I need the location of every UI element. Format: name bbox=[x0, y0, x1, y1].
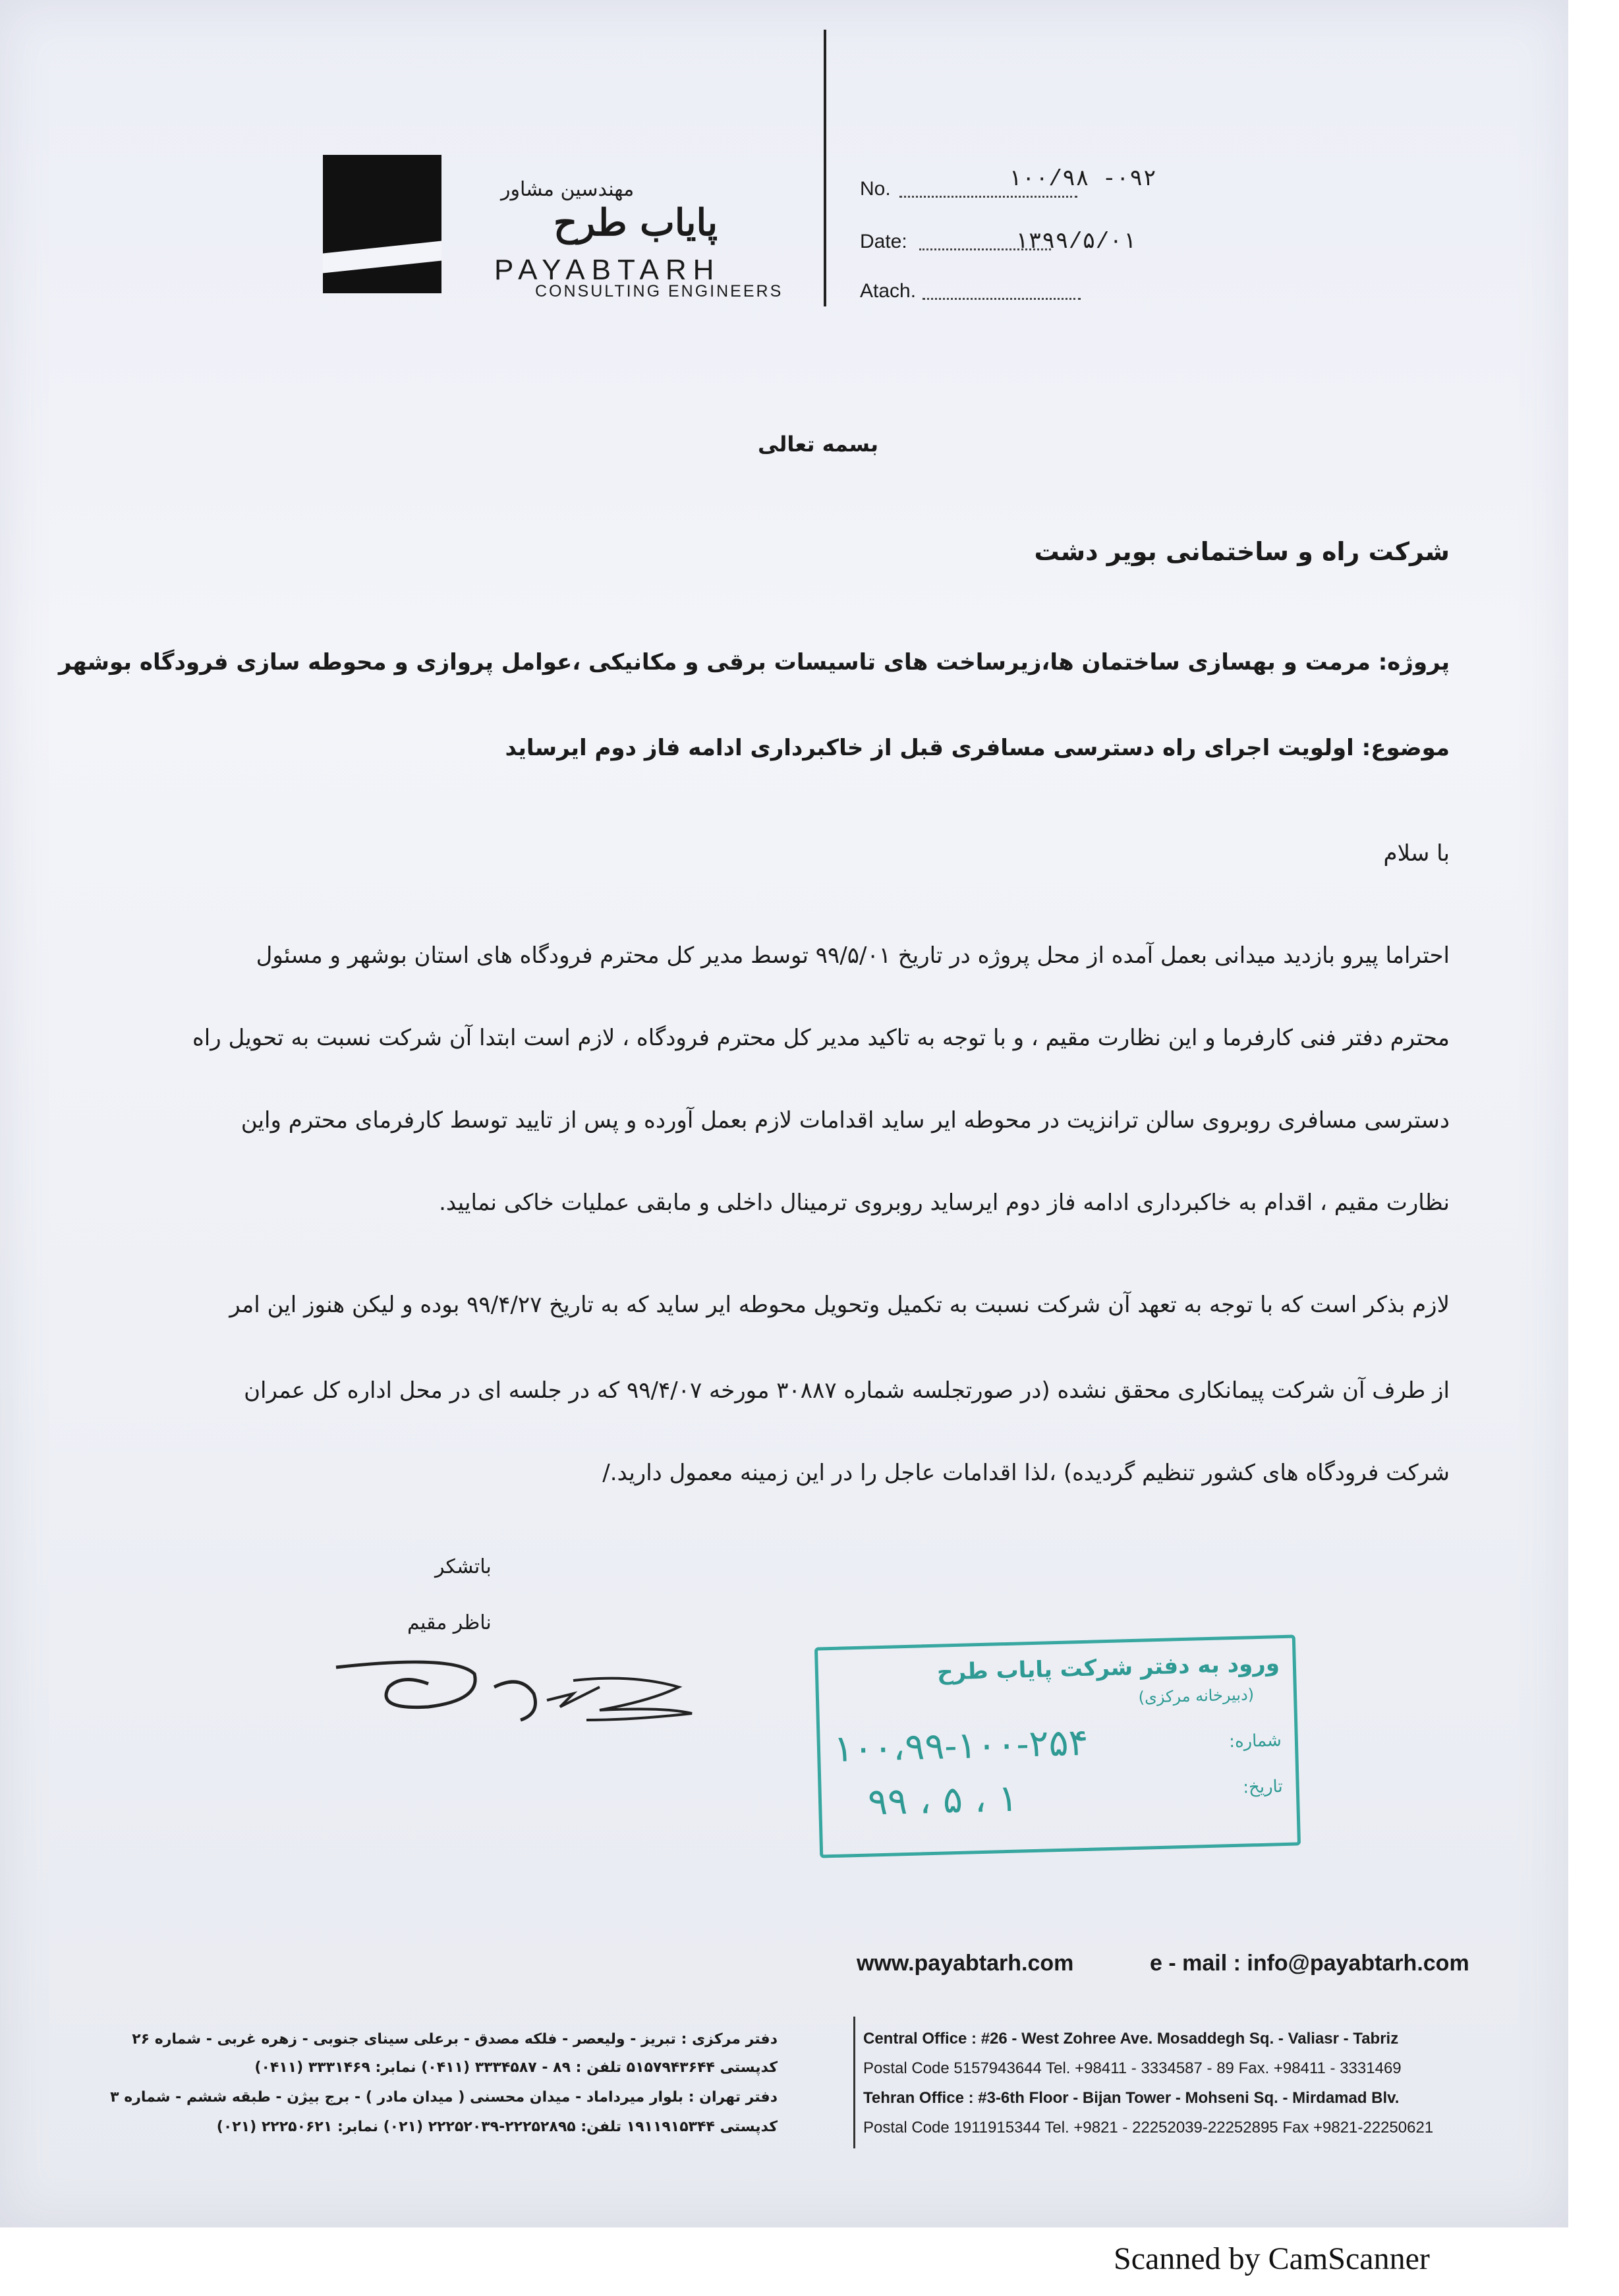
body-line: احتراما پیرو بازدید میدانی بعمل آمده از محل پروژه در تاریخ ۹۹/۵/۰۱ توسط مدیر کل محترم فرودگاه های استان بوشهر و مسئول bbox=[256, 942, 1450, 969]
handwritten-signature bbox=[323, 1648, 718, 1753]
signature-block bbox=[369, 1555, 492, 1634]
tehran-office: Tehran Office : #3-6th Floor - Bijan Tower - Mohseni Sq. - Mirdamad Blv. bbox=[863, 2089, 1400, 2107]
footer-divider bbox=[853, 2017, 855, 2148]
greeting: با سلام bbox=[1383, 840, 1450, 867]
body-line: شرکت فرودگاه های کشور تنظیم گردیده) ،لذا اقدامات عاجل را در این زمینه معمول دارید./ bbox=[602, 1460, 1450, 1486]
central-office: Central Office : #26 - West Zohree Ave. Mosaddegh Sq. - Valiasr - Tabriz bbox=[863, 2030, 1399, 2048]
brand-name-fa: پایاب طرح bbox=[554, 201, 718, 244]
body-line: لازم بذکر است که با توجه به تعهد آن شرکت نسبت به تکمیل وتحویل محوطه ایر ساید که به تاریخ ۹۹/۴/۲۷ بوده و لیکن هنوز این امر bbox=[229, 1292, 1450, 1318]
signer-title: ناظر مقیم bbox=[407, 1611, 492, 1634]
central-contact: Postal Code 5157943644 Tel. +98411 - 3334587 - 89 Fax. +98411 - 3331469 bbox=[863, 2059, 1402, 2077]
number-label: No. bbox=[860, 178, 891, 200]
email-link[interactable]: e - mail : info@payabtarh.com bbox=[1150, 1951, 1469, 1976]
date-label: Date: bbox=[860, 231, 907, 252]
brand-tagline-en: CONSULTING ENGINEERS bbox=[535, 282, 783, 301]
attach-label: Atach. bbox=[860, 280, 917, 302]
body-line: دسترسی مسافری روبروی سالن ترانزیت در محوطه ایر ساید اقدامات لازم بعمل آورده و پس از تایید توسط کارفرمای محترم واین bbox=[241, 1107, 1450, 1134]
stamp-number-value: ۱۰۰،۹۹-۱۰۰-۲۵۴ bbox=[833, 1721, 1089, 1771]
received-stamp bbox=[814, 1635, 1301, 1858]
tehran-contact: Postal Code 1911915344 Tel. +9821 - 22252039-22252895 Fax +9821-22250621 bbox=[863, 2119, 1434, 2137]
website-link[interactable]: www.payabtarh.com bbox=[857, 1951, 1074, 1976]
footer-fa-line: دفتر مرکزی : تبریز - ولیعصر - فلکه مصدق - برعلی سینای جنوبی - زهره غربی - شماره ۲۶ bbox=[132, 2031, 778, 2048]
closing-text: باتشکر bbox=[435, 1555, 492, 1578]
body-line: محترم دفتر فنی کارفرما و این نظارت مقیم ، و با توجه به تاکید مدیر کل محترم فرودگاه ، لازم است ابتدا آن شرکت نسبت به تحویل راه bbox=[192, 1025, 1450, 1051]
body-line: از طرف آن شرکت پیمانکاری محقق نشده (در صورتجلسه شماره ۳۰۸۸۷ مورخه ۹۹/۴/۰۷ که در جلسه ای در محل اداره کل عمران bbox=[244, 1377, 1450, 1404]
brand-subtitle-fa: مهندسین مشاور bbox=[501, 178, 635, 201]
company-logo bbox=[323, 155, 441, 293]
stamp-date-value: ۹۹ ، ۵ ، ۱ bbox=[867, 1777, 1019, 1824]
body-line: نظارت مقیم ، اقدام به خاکبرداری ادامه فاز دوم ایرساید روبروی ترمینال داخلی و مابقی عملیات خاکی نمایید. bbox=[439, 1190, 1450, 1216]
stamp-number-label: شماره: bbox=[1228, 1731, 1282, 1752]
stamp-subtitle: (دبیرخانه مرکزی) bbox=[1138, 1685, 1255, 1707]
date-value: ۱۳۹۹/۵/۰۱ bbox=[1015, 230, 1137, 255]
subject-line: موضوع: اولویت اجرای راه دسترسی مسافری قبل از خاکبرداری ادامه فاز دوم ایرساید bbox=[505, 735, 1450, 761]
stamp-date-label: تاریخ: bbox=[1242, 1777, 1284, 1798]
footer-fa-line: دفتر تهران : بلوار میرداماد - میدان محسنی ( میدان مادر ) - برج بیژن - طبقه ششم - شماره ۳ bbox=[110, 2089, 778, 2106]
bismillah: بسمه تعالی bbox=[758, 432, 879, 457]
brand-name-en: PAYABTARH bbox=[494, 254, 721, 286]
footer-fa-line: کدپستی ۵۱۵۷۹۴۳۶۴۴ تلفن : ۸۹ - ۳۳۳۴۵۸۷ (۰۴۱۱) نمابر: ۳۳۳۱۴۶۹ (۰۴۱۱) bbox=[254, 2059, 778, 2076]
stamp-title: ورود به دفتر شرکت پایاب طرح bbox=[936, 1650, 1280, 1686]
number-value: ۱۰۰/۹۸ -۰۹۲ bbox=[1008, 167, 1156, 192]
header-divider bbox=[824, 30, 826, 306]
footer-fa-line: کدپستی ۱۹۱۱۹۱۵۳۴۴ تلفن: ۲۲۲۵۲۸۹۵-۲۲۲۵۲۰۳۹ (۰۲۱) نمابر: ۲۲۲۵۰۶۲۱ (۰۲۱) bbox=[216, 2119, 778, 2135]
project-line: پروژه: مرمت و بهسازی ساختمان ها،زیرساخت های تاسیسات برقی و مکانیکی ،عوامل پروازی و محوطه سازی فرودگاه بوشهر bbox=[58, 649, 1450, 675]
recipient: شرکت راه و ساختمانی بویر دشت bbox=[1034, 537, 1450, 566]
scanner-watermark: Scanned by CamScanner bbox=[1114, 2241, 1430, 2276]
